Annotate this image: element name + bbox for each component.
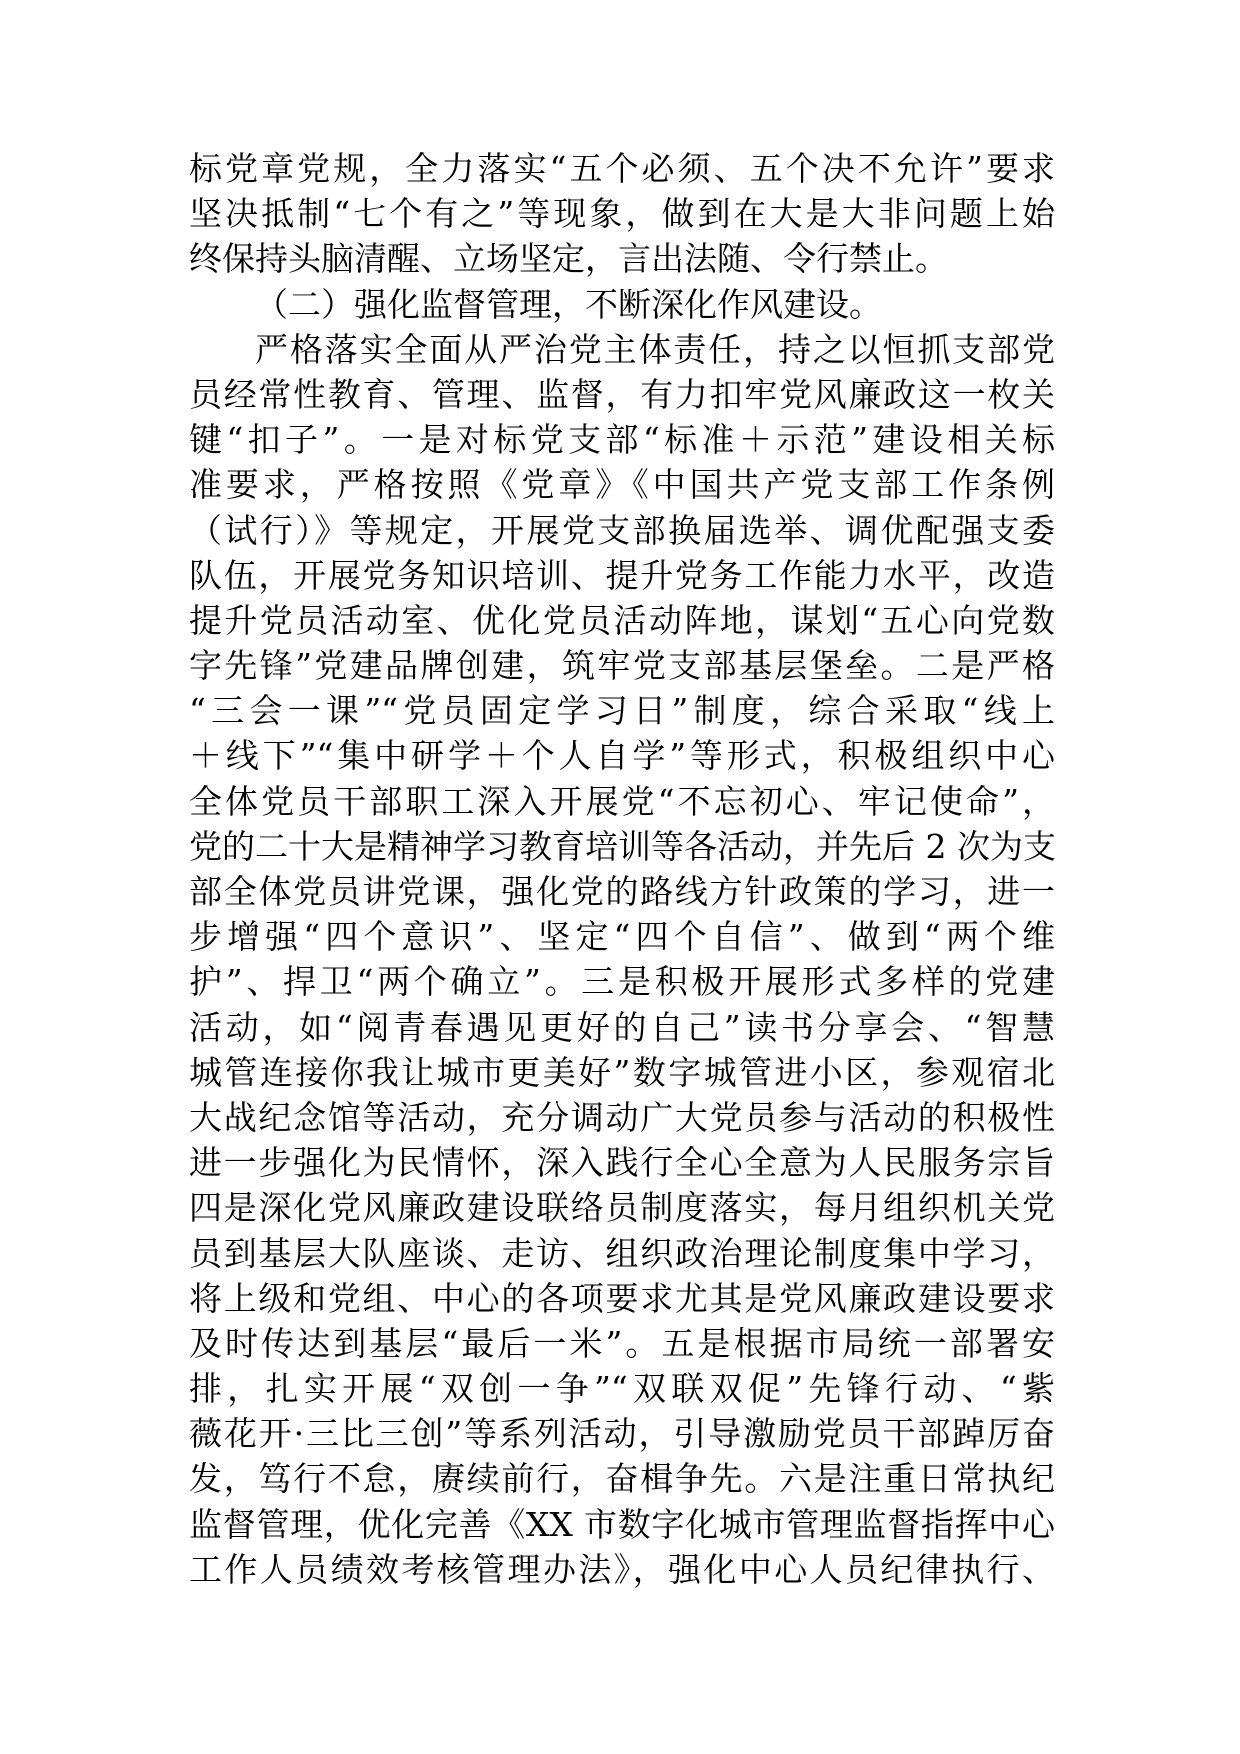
text-line: 准要求，严格按照《党章》《中国共产党支部工作条例 [189,465,1055,505]
text-line: 部全体党员讲党课，强化党的路线方针政策的学习，进一 [189,872,1055,911]
text-line: 终保持头脑清醒、立场坚定，言出法随、令行禁止。 [189,239,948,279]
text-line: 排，扎实开展“双创一争”“双联双促”先锋行动、“紫 [189,1369,1055,1409]
text-line: 员到基层大队座谈、走访、组织政治理论制度集中学习， [189,1233,1055,1273]
text-line: 及时传达到基层“最后一米”。五是根据市局统一部署安 [189,1323,1055,1363]
text-line: 员经常性教育、管理、监督，有力扣牢党风廉政这一枚关 [189,374,1055,414]
text-line: 提升党员活动室、优化党员活动阵地，谋划“五心向党数 [189,600,1055,640]
text-line: 全体党员干部职工深入开展党“不忘初心、牢记使命”， [189,781,1055,821]
text-line: 将上级和党组、中心的各项要求尤其是党风廉政建设要求 [189,1278,1055,1318]
text-line: 键“扣子”。一是对标党支部“标准＋示范”建设相关标 [189,420,1055,460]
text-line: 严格落实全面从严治党主体责任，持之以恒抓支部党 [255,329,1055,369]
text-line: 护”、捍卫“两个确立”。三是积极开展形式多样的党建 [189,962,1055,1002]
text-line: 队伍，开展党务知识培训、提升党务工作能力水平，改造 [189,555,1055,595]
text-line: 字先锋”党建品牌创建，筑牢党支部基层堡垒。二是严格 [189,646,1055,686]
text-line: 坚决抵制“七个有之”等现象，做到在大是大非问题上始 [189,194,1055,234]
text-line: 城管连接你我让城市更美好”数字城管进小区，参观宿北 [189,1052,1055,1092]
document-body [189,146,1055,1592]
text-line: ＋线下”“集中研学＋个人自学”等形式，积极组织中心 [189,736,1055,776]
text-line: 工作人员绩效考核管理办法》，强化中心人员纪律执行、 [189,1549,1055,1589]
text-line: 发，笃行不怠，赓续前行，奋楫争先。六是注重日常执纪 [189,1459,1055,1499]
text-line: 步增强“四个意识”、坚定“四个自信”、做到“两个维 [189,917,1055,957]
text-line: 四是深化党风廉政建设联络员制度落实，每月组织机关党 [189,1188,1055,1228]
text-line: 监督管理，优化完善《XX 市数字化城市管理监督指挥中心 [189,1504,1055,1544]
text-line: 薇花开·三比三创”等系列活动，引导激励党员干部踔厉奋 [189,1414,1055,1454]
text-line: 标党章党规，全力落实“五个必须、五个决不允许”要求 [189,149,1055,188]
text-line: 进一步强化为民情怀，深入践行全心全意为人民服务宗旨 [189,1143,1055,1183]
section-heading: （二）强化监督管理，不断深化作风建设。 [255,284,882,324]
text-line: （试行）》等规定，开展党支部换届选举、调优配强支委 [189,510,1055,550]
text-line: 大战纪念馆等活动，充分调动广大党员参与活动的积极性 [189,1097,1055,1137]
text-line: “三会一课”“党员固定学习日”制度，综合采取“线上 [189,691,1055,731]
text-line: 活动，如“阅青春遇见更好的自己”读书分享会、“智慧 [189,1007,1055,1047]
text-line: 党的二十大是精神学习教育培训等各活动，并先后 2 次为支 [189,826,1056,866]
